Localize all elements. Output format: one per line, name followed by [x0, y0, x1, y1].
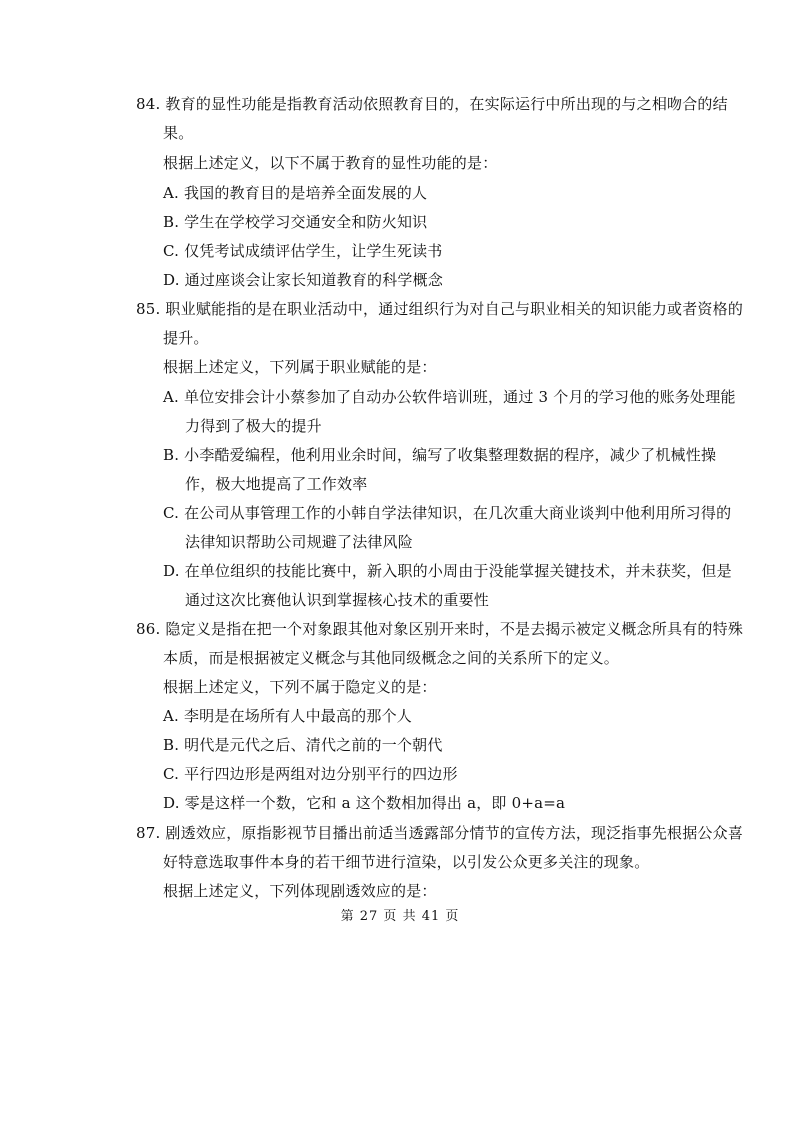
question-prompt: 根据上述定义，以下不属于教育的显性功能的是： — [163, 154, 498, 172]
option-d: D. 在单位组织的技能比赛中，新入职的小周由于没能掌握关键技术，并未获奖，但是 — [163, 562, 732, 580]
question-stem-line: 好特意选取事件本身的若干细节进行渲染，以引发公众更多关注的现象。 — [163, 853, 650, 871]
option-c: C. 在公司从事管理工作的小韩自学法律知识，在几次重大商业谈判中他利用所习得的 — [163, 504, 732, 522]
option-a: A. 李明是在场所有人中最高的那个人 — [163, 707, 412, 725]
question-prompt: 根据上述定义，下列体现剧透效应的是： — [163, 882, 437, 900]
option-c: C. 仅凭考试成绩评估学生，让学生死读书 — [163, 242, 443, 260]
page-footer: 第 27 页 共 41 页 — [340, 909, 460, 924]
option-b: B. 明代是元代之后、清代之前的一个朝代 — [163, 736, 443, 754]
question-stem-line: 87. 剧透效应，原指影视节目播出前适当透露部分情节的宣传方法，现泛指事先根据公众喜 — [136, 824, 744, 842]
option-c-continued: 法律知识帮助公司规避了法律风险 — [185, 533, 414, 551]
question-stem-line: 果。 — [163, 124, 194, 142]
option-c: C. 平行四边形是两组对边分别平行的四边形 — [163, 765, 458, 783]
question-stem-line: 提升。 — [163, 329, 209, 347]
option-d: D. 通过座谈会让家长知道教育的科学概念 — [163, 271, 444, 289]
option-a: A. 我国的教育目的是培养全面发展的人 — [163, 184, 428, 202]
option-b: B. 学生在学校学习交通安全和防火知识 — [163, 213, 428, 231]
option-a-continued: 力得到了极大的提升 — [185, 417, 322, 435]
question-stem-line: 本质，而是根据被定义概念与其他同级概念之间的关系所下的定义。 — [163, 649, 620, 667]
option-a: A. 单位安排会计小蔡参加了自动办公软件培训班，通过 3 个月的学习他的账务处理能 — [163, 388, 736, 406]
option-d: D. 零是这样一个数，它和 a 这个数相加得出 a，即 0+a=a — [163, 794, 566, 812]
option-b: B. 小李酷爱编程，他利用业余时间，编写了收集整理数据的程序，减少了机械性操 — [163, 446, 717, 464]
option-b-continued: 作，极大地提高了工作效率 — [185, 475, 368, 493]
question-prompt: 根据上述定义，下列属于职业赋能的是： — [163, 358, 437, 376]
question-prompt: 根据上述定义，下列不属于隐定义的是： — [163, 678, 437, 696]
question-stem-line: 85. 职业赋能指的是在职业活动中，通过组织行为对自己与职业相关的知识能力或者资格的 — [136, 300, 744, 318]
question-stem-line: 84. 教育的显性功能是指教育活动依照教育目的，在实际运行中所出现的与之相吻合的结 — [136, 95, 728, 113]
question-stem-line: 86. 隐定义是指在把一个对象跟其他对象区别开来时，不是去揭示被定义概念所具有的特殊 — [136, 620, 744, 638]
option-d-continued: 通过这次比赛他认识到掌握核心技术的重要性 — [185, 591, 490, 609]
